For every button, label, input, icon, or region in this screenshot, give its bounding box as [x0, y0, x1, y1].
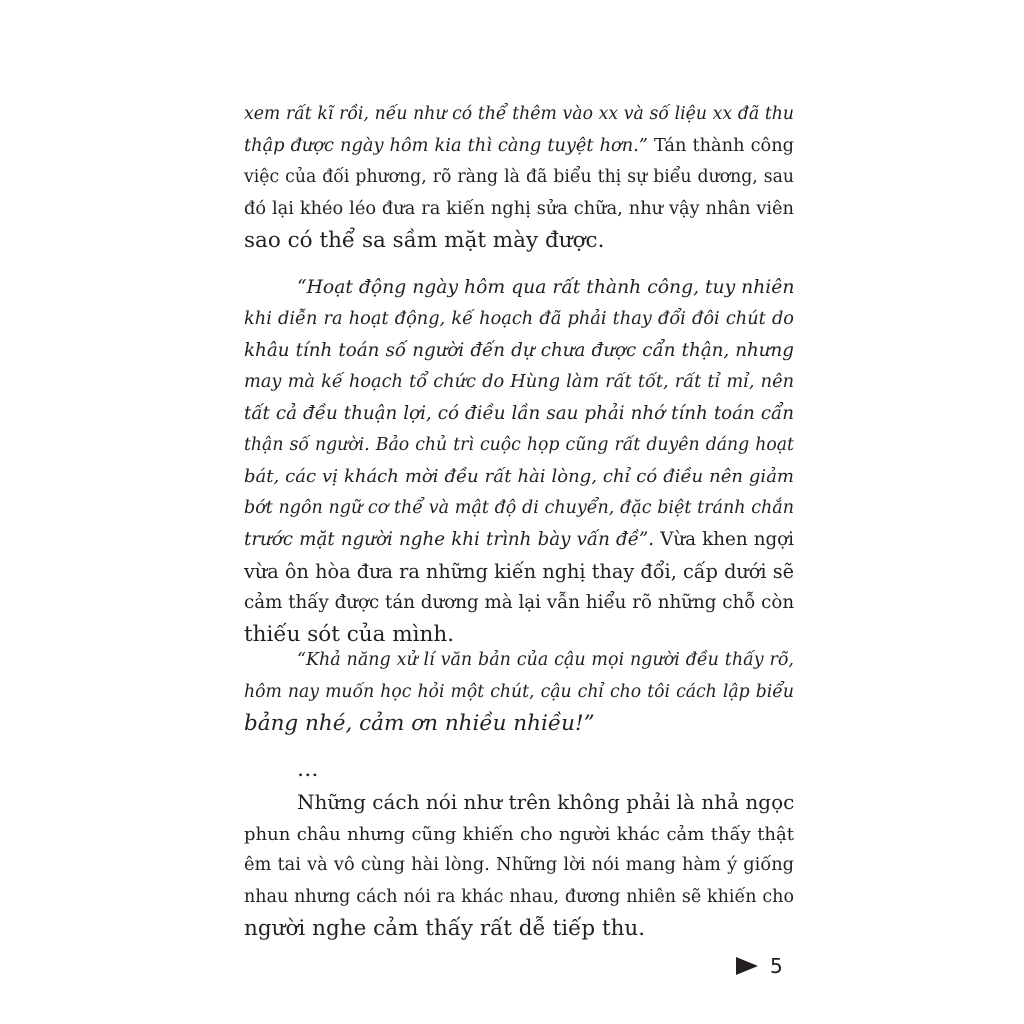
text-line: khi diễn ra hoạt động, kế hoạch đã phải thay đổi đôi chút do — [244, 308, 794, 329]
ellipsis: … — [297, 757, 319, 782]
text-line: “Hoạt động ngày hôm qua rất thành công, tuy nhiên — [297, 277, 795, 298]
text-line: người nghe cảm thấy rất dễ tiếp thu. — [244, 916, 646, 941]
text-line: nhau nhưng cách nói ra khác nhau, đương nhiên sẽ khiến cho — [244, 886, 794, 907]
text-line: hôm nay muốn học hỏi một chút, cậu chỉ cho tôi cách lập biểu — [244, 681, 794, 702]
paragraph-1 — [244, 99, 794, 257]
text-line: thập được ngày hôm kia thì càng tuyệt hơn.” Tán thành công — [244, 135, 794, 156]
text-line: trước mặt người nghe khi trình bày vấn đề”. Vừa khen ngợi — [244, 529, 794, 550]
text-line: Những cách nói như trên không phải là nhả ngọc — [297, 790, 795, 814]
paragraph-3 — [244, 645, 794, 740]
text-line: sao có thể sa sầm mặt mày được. — [244, 228, 605, 253]
text-line: bảng nhé, cảm ơn nhiều nhiều!” — [244, 711, 595, 736]
text-line: bớt ngôn ngữ cơ thể và mật độ di chuyển, đặc biệt tránh chắn — [244, 497, 794, 518]
text-line: cảm thấy được tán dương mà lại vẫn hiểu rõ những chỗ còn — [244, 592, 795, 613]
page-footer — [736, 954, 783, 978]
text-line: “Khả năng xử lí văn bản của cậu mọi người đều thấy rõ, — [297, 650, 794, 670]
text-line: bát, các vị khách mời đều rất hài lòng, chỉ có điều nên giảm — [244, 466, 794, 487]
paragraph-2 — [244, 272, 794, 650]
ellipsis-line — [244, 754, 794, 786]
text-line: khâu tính toán số người đến dự chưa được cẩn thận, nhưng — [244, 340, 794, 361]
text-line: đó lại khéo léo đưa ra kiến nghị sửa chữa, như vậy nhân viên — [244, 198, 794, 219]
page-number: 5 — [770, 954, 783, 978]
text-line: êm tai và vô cùng hài lòng. Những lời nói mang hàm ý giống — [244, 855, 794, 875]
text-line: phun châu nhưng cũng khiến cho người khác cảm thấy thật — [244, 823, 794, 845]
paragraph-4 — [244, 787, 794, 945]
text-line: việc của đối phương, rõ ràng là đã biểu thị sự biểu dương, sau — [244, 167, 794, 187]
text-line: thận số người. Bảo chủ trì cuộc họp cũng rất duyên dáng hoạt — [244, 434, 794, 455]
text-line: may mà kế hoạch tổ chức do Hùng làm rất tốt, rất tỉ mỉ, nên — [244, 371, 794, 392]
text-line: vừa ôn hòa đưa ra những kiến nghị thay đổi, cấp dưới sẽ — [244, 559, 794, 583]
triangle-arrow-icon — [736, 957, 758, 975]
text-line: tất cả đều thuận lợi, có điều lần sau phải nhớ tính toán cẩn — [244, 403, 794, 424]
text-line: thiếu sót của mình. — [244, 621, 455, 647]
text-line: xem rất kĩ rồi, nếu như có thể thêm vào xx và số liệu xx đã thu — [244, 104, 794, 124]
